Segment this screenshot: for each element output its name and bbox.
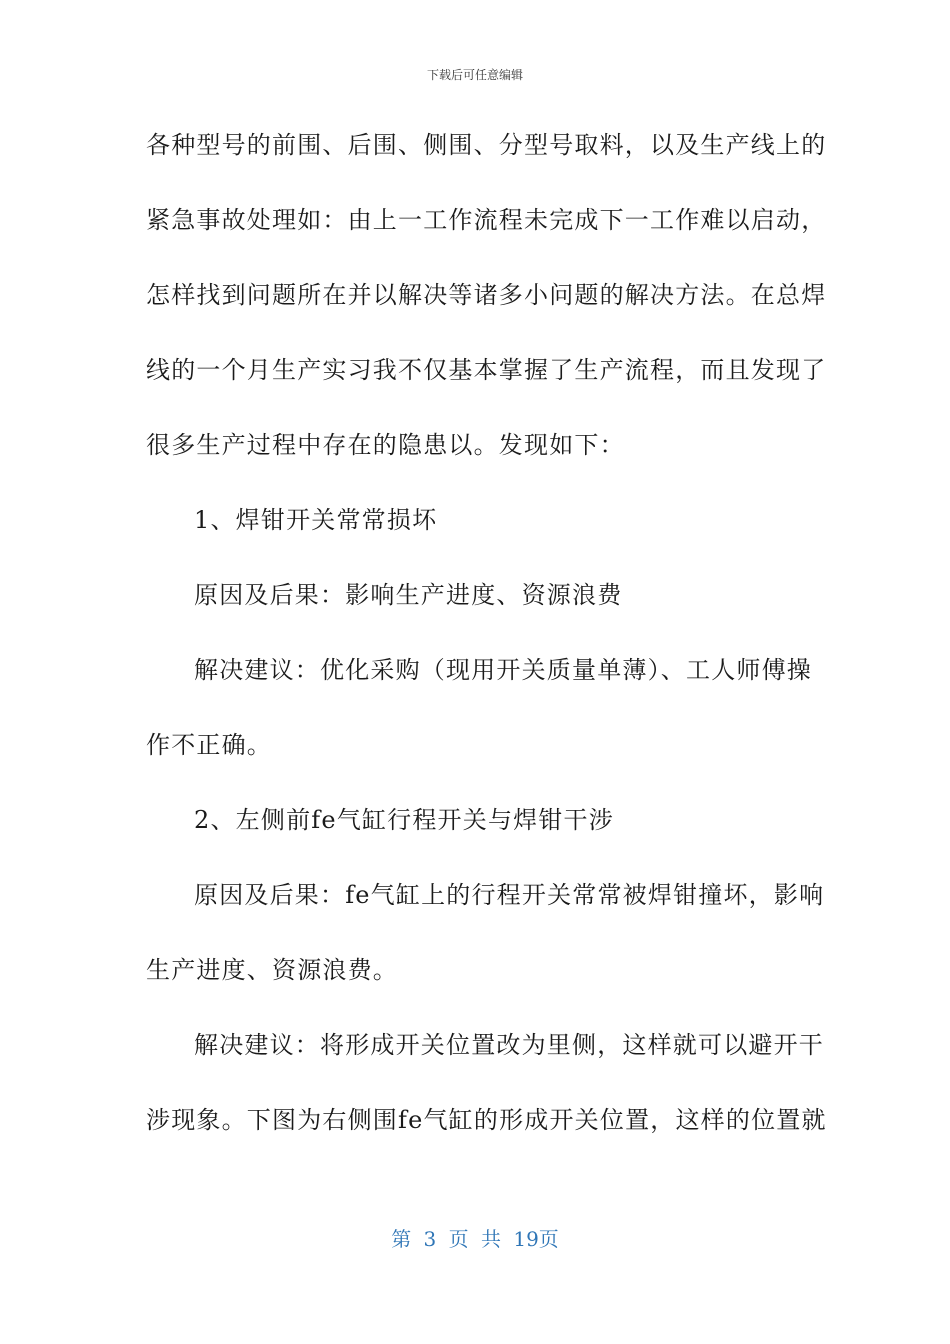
- page-header: 下载后可任意编辑: [426, 68, 523, 82]
- body-line: 涉现象。下图为右侧围fe气缸的形成开关位置，这样的位置就: [146, 1106, 827, 1134]
- body-line: 原因及后果：fe气缸上的行程开关常常被焊钳撞坏，影响: [194, 881, 825, 909]
- body-line: 解决建议：优化采购（现用开关质量单薄）、工人师傅操: [194, 656, 812, 684]
- list-item-heading: 1、焊钳开关常常损坏: [194, 506, 438, 534]
- body-line: 作不正确。: [146, 731, 272, 759]
- document-body: [146, 121, 827, 1171]
- body-line: 生产进度、资源浪费。: [146, 956, 398, 984]
- body-line: 怎样找到问题所在并以解决等诸多小问题的解决方法。在总焊: [146, 281, 827, 309]
- page-number-footer: 第 3 页 共 19页: [391, 1227, 559, 1251]
- body-line: 原因及后果：影响生产进度、资源浪费: [194, 581, 623, 609]
- list-item-heading: 2、左侧前fe气缸行程开关与焊钳干涉: [194, 806, 614, 834]
- body-line: 各种型号的前围、后围、侧围、分型号取料，以及生产线上的: [146, 131, 827, 159]
- body-line: 解决建议：将形成开关位置改为里侧，这样就可以避开干: [194, 1031, 824, 1059]
- body-line: 线的一个月生产实习我不仅基本掌握了生产流程，而且发现了: [146, 356, 827, 384]
- body-line: 紧急事故处理如：由上一工作流程未完成下一工作难以启动，: [146, 206, 827, 234]
- body-line: 很多生产过程中存在的隐患以。发现如下：: [146, 431, 625, 459]
